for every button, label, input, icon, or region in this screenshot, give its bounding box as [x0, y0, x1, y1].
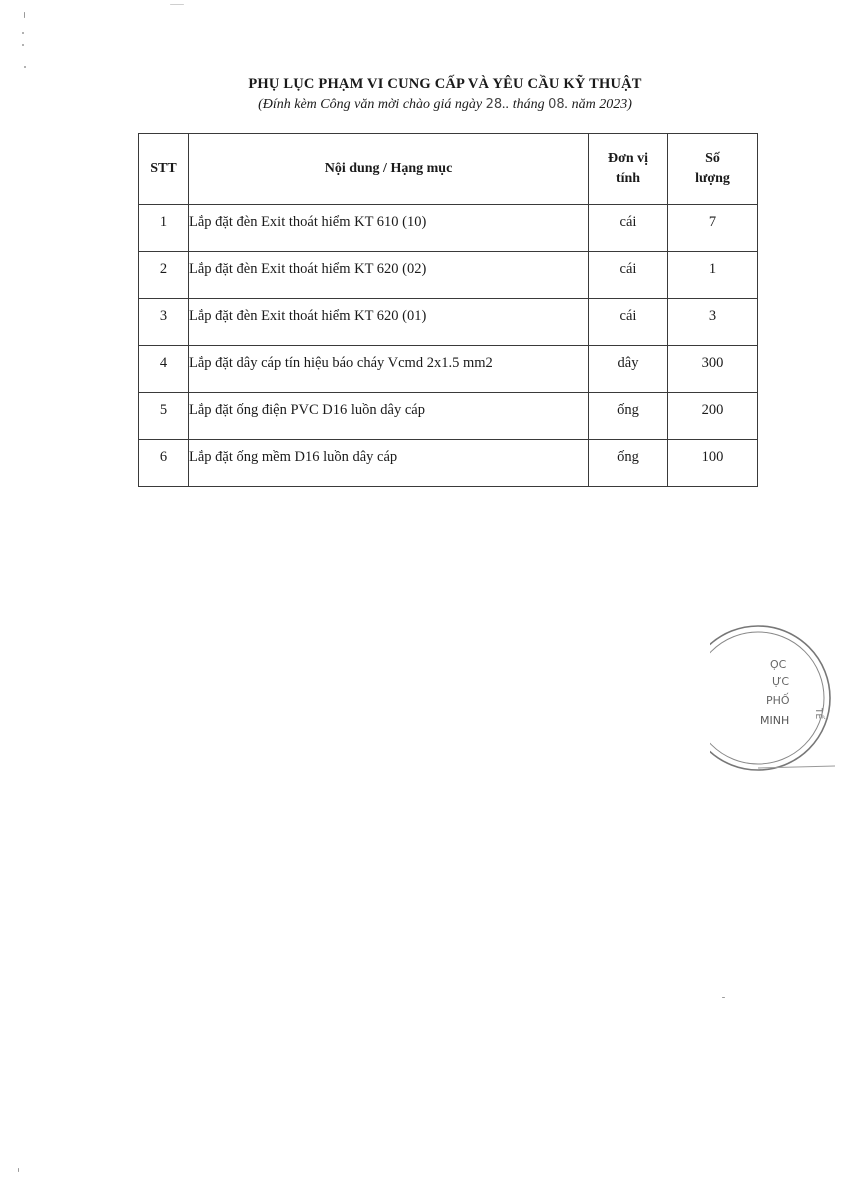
row-content: Lắp đặt ống điện PVC D16 luồn dây cáp [189, 393, 589, 440]
subtitle-suffix: . năm 2023) [564, 97, 632, 112]
scan-speck [722, 997, 725, 998]
seal-side-text: TẾ [813, 708, 823, 720]
page-title: PHỤ LỤC PHẠM VI CUNG CẤP VÀ YÊU CẦU KỸ THUẬT [248, 76, 642, 92]
row-stt: 1 [139, 205, 189, 252]
row-content: Lắp đặt đèn Exit thoát hiểm KT 620 (01) [189, 299, 589, 346]
page-subtitle [0, 97, 845, 113]
table-row [139, 252, 758, 299]
subtitle-prefix: (Đính kèm Công văn mời chào giá ngày [258, 97, 486, 112]
header-unit [589, 134, 668, 205]
row-unit: cái [589, 252, 668, 299]
row-content: Lắp đặt ống mềm D16 luồn dây cáp [189, 440, 589, 487]
header-unit-line1: Đơn vị [607, 151, 649, 167]
row-stt: 2 [139, 252, 189, 299]
row-qty: 300 [668, 346, 758, 393]
row-qty: 1 [668, 252, 758, 299]
handwritten-month: 08 [548, 97, 565, 112]
seal-graphic [710, 618, 845, 778]
row-unit: dây [589, 346, 668, 393]
row-stt: 5 [139, 393, 189, 440]
header-unit-line2: tính [615, 171, 641, 186]
row-qty: 200 [668, 393, 758, 440]
scan-speck [22, 32, 24, 34]
table-header-row [139, 134, 758, 205]
partial-stamp-seal [710, 618, 845, 778]
scan-speck [22, 44, 24, 46]
header-qty-line1: Số [705, 151, 720, 167]
table-row [139, 299, 758, 346]
row-stt: 4 [139, 346, 189, 393]
table-row [139, 440, 758, 487]
row-unit: ống [589, 393, 668, 440]
row-content: Lắp đặt đèn Exit thoát hiểm KT 610 (10) [189, 205, 589, 252]
row-content: Lắp đặt đèn Exit thoát hiểm KT 620 (02) [189, 252, 589, 299]
subtitle-month-text: .. tháng [502, 97, 549, 112]
seal-text-line3: PHỐ [766, 694, 790, 707]
table-row [139, 205, 758, 252]
row-qty: 3 [668, 299, 758, 346]
seal-text-line2: ỰC [772, 675, 790, 688]
table-row [139, 346, 758, 393]
header-qty-line2: lượng [695, 171, 730, 186]
row-qty: 100 [668, 440, 758, 487]
handwritten-day: 28 [485, 97, 503, 112]
row-stt: 6 [139, 440, 189, 487]
scan-speck [18, 1168, 19, 1172]
scan-speck [24, 12, 25, 18]
scan-speck [24, 66, 26, 68]
row-unit: cái [589, 299, 668, 346]
row-qty: 7 [668, 205, 758, 252]
row-unit: cái [589, 205, 668, 252]
row-unit: ống [589, 440, 668, 487]
row-content: Lắp đặt dây cáp tín hiệu báo cháy Vcmd 2x1.5 mm2 [189, 346, 589, 393]
header-qty [668, 134, 758, 205]
header-stt: STT [139, 134, 189, 205]
scope-table [138, 133, 758, 487]
table-row [139, 393, 758, 440]
header-content: Nội dung / Hạng mục [189, 134, 589, 205]
seal-text-line4: MINH [760, 714, 790, 727]
seal-text-line1: ỌC [770, 658, 787, 671]
seal-underline [758, 766, 835, 768]
row-stt: 3 [139, 299, 189, 346]
scan-speck [170, 4, 184, 5]
